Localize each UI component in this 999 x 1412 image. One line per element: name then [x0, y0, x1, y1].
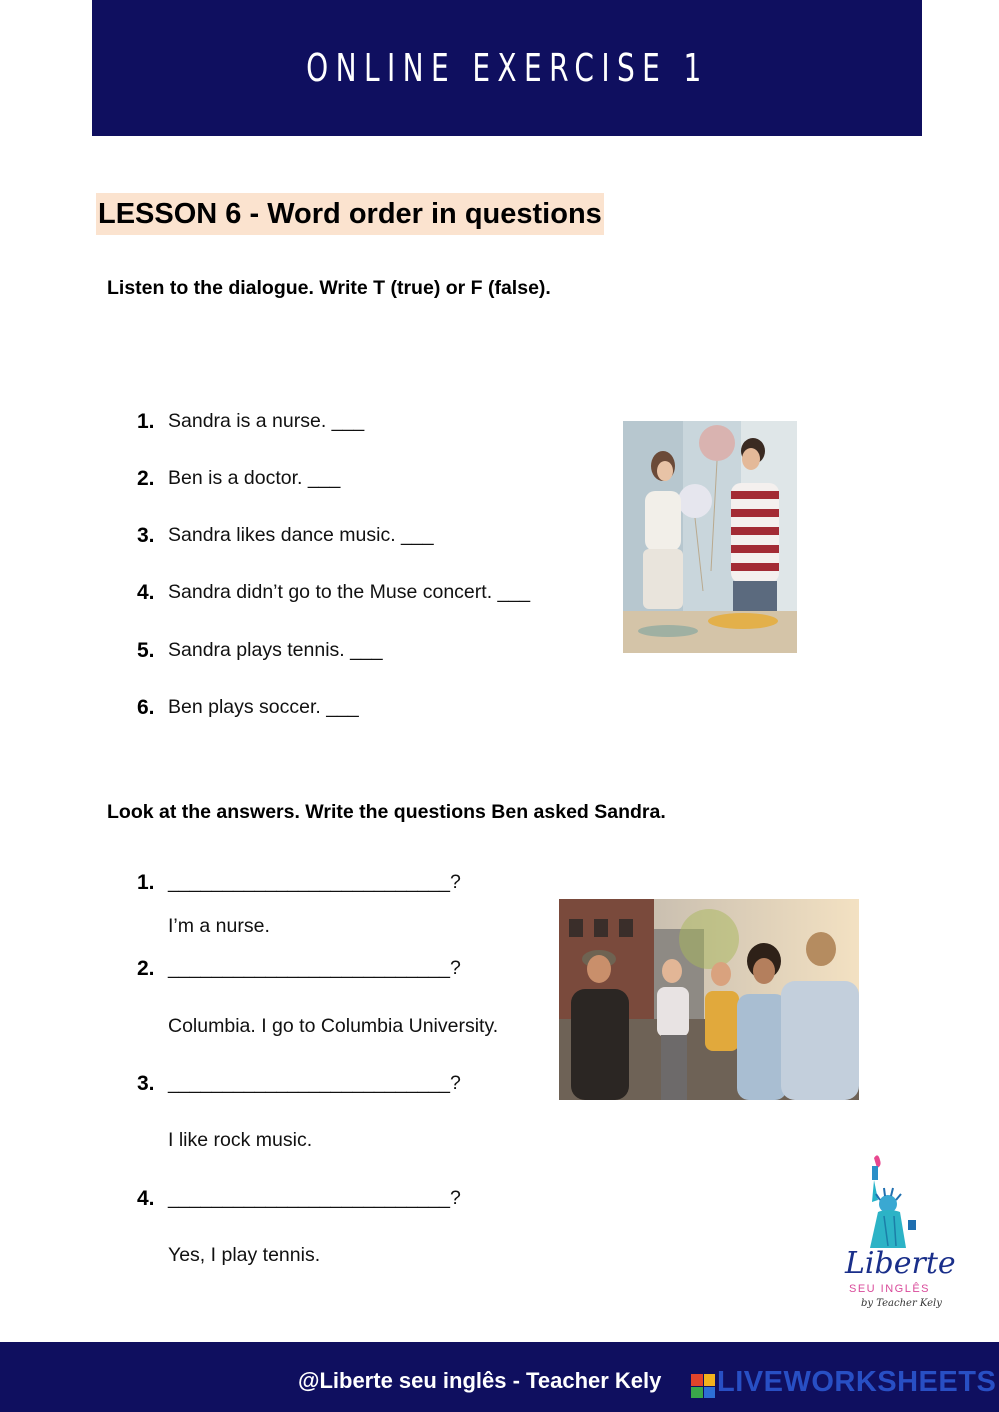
s1-item-number: 5.: [137, 639, 155, 662]
s2-item-number: 4.: [137, 1187, 155, 1210]
section1-instruction: Listen to the dialogue. Write T (true) or F (false).: [107, 277, 551, 299]
header-banner: [92, 0, 922, 136]
s1-item-text[interactable]: Ben is a doctor. ___: [168, 467, 341, 489]
s1-item-text[interactable]: Ben plays soccer. ___: [168, 696, 359, 718]
s2-item-number: 3.: [137, 1072, 155, 1095]
brand-byline: by Teacher Kely: [861, 1298, 942, 1309]
answer-text: Columbia. I go to Columbia University.: [168, 1015, 499, 1037]
liveworksheets-icon: [691, 1374, 715, 1398]
s1-item-text[interactable]: Sandra didn’t go to the Muse concert. ___: [168, 581, 531, 603]
s1-item-text[interactable]: Sandra plays tennis. ___: [168, 639, 383, 661]
answer-text: I’m a nurse.: [168, 915, 270, 937]
s1-item-number: 4.: [137, 581, 155, 604]
question-blank[interactable]: __________________________?: [168, 1072, 461, 1094]
answer-text: I like rock music.: [168, 1129, 313, 1151]
footer-credit: @Liberte seu inglês - Teacher Kely: [298, 1368, 662, 1393]
rooftop-friends-photo: [559, 899, 859, 1100]
brand-name: Liberte: [845, 1246, 956, 1281]
liveworksheets-watermark[interactable]: LIVEWORKSHEETS: [717, 1366, 997, 1398]
couple-party-photo: [623, 421, 797, 653]
s2-item-number: 2.: [137, 957, 155, 980]
section2-instruction: Look at the answers. Write the questions Ben asked Sandra.: [107, 801, 666, 823]
s1-item-number: 2.: [137, 467, 155, 490]
question-blank[interactable]: __________________________?: [168, 1187, 461, 1209]
s1-item-number: 1.: [137, 410, 155, 433]
brand-tagline: SEU INGLÊS: [849, 1283, 931, 1295]
lesson-title: LESSON 6 - Word order in questions: [96, 193, 604, 235]
s1-item-number: 6.: [137, 696, 155, 719]
s2-item-number: 1.: [137, 871, 155, 894]
question-blank[interactable]: __________________________?: [168, 957, 461, 979]
question-blank[interactable]: __________________________?: [168, 871, 461, 893]
s1-item-number: 3.: [137, 524, 155, 547]
s1-item-text[interactable]: Sandra likes dance music. ___: [168, 524, 434, 546]
answer-text: Yes, I play tennis.: [168, 1244, 321, 1266]
page-title: ONLINE EXERCISE 1: [305, 46, 709, 90]
s1-item-text[interactable]: Sandra is a nurse. ___: [168, 410, 365, 432]
